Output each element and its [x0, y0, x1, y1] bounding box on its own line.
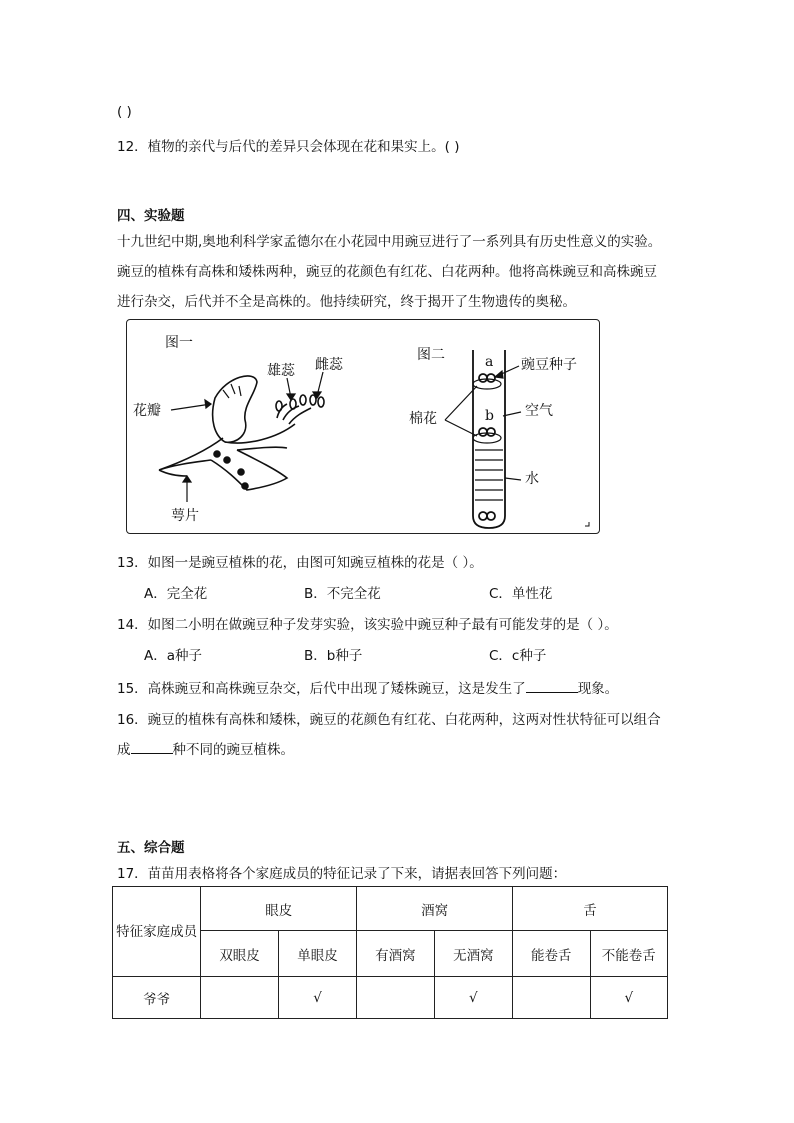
pistil-label: 雌蕊	[315, 357, 343, 373]
figure-2-pointers	[445, 366, 521, 480]
q16-text-after: 种不同的豌豆植株。	[172, 742, 294, 758]
question-12: 12．植物的亲代与后代的差异只会体现在花和果实上。( )	[117, 139, 460, 155]
table-cell[interactable]	[513, 977, 590, 1019]
table-cell[interactable]: √	[590, 977, 668, 1019]
question-14-stem: 14．如图二小明在做豌豆种子发芽实验，该实验中豌豆种子最有可能发芽的是（ ）。	[117, 617, 618, 633]
subheader-can-roll-tongue: 能卷舌	[513, 931, 590, 977]
figure-drawing	[127, 320, 599, 533]
q13-option-c[interactable]: C．单性花	[489, 586, 553, 602]
q15-answer-blank[interactable]	[526, 680, 578, 693]
question-16-line-1: 16．豌豆的植株有高株和矮株，豌豆的花颜色有红花、白花两种，这两对性状特征可以组合	[117, 712, 661, 728]
family-traits-table	[112, 886, 668, 1019]
passage-line-2: 豌豆的植株有高株和矮株两种，豌豆的花颜色有红花、白花两种。他将高株豌豆和高株豌豆	[117, 264, 657, 280]
passage-line-3: 进行杂交，后代并不全是高株的。他持续研究，终于揭开了生物遗传的奥秘。	[117, 294, 576, 310]
table-cell[interactable]: √	[278, 977, 356, 1019]
question-16-line-2	[117, 738, 294, 758]
air-label: 空气	[525, 403, 553, 419]
q14-option-a[interactable]: A．a种子	[144, 648, 203, 664]
subheader-has-dimple: 有酒窝	[357, 931, 434, 977]
table-cell[interactable]	[201, 977, 278, 1019]
subheader-double-eyelid: 双眼皮	[201, 931, 278, 977]
subheader-cannot-roll-tongue: 不能卷舌	[590, 931, 668, 977]
sepal-label: 萼片	[171, 508, 199, 524]
header-dimple: 酒窝	[357, 887, 513, 931]
q14-option-c[interactable]: C．c种子	[489, 648, 547, 664]
figure-corner-mark	[585, 522, 589, 526]
table-cell[interactable]: √	[434, 977, 512, 1019]
cotton-label: 棉花	[409, 411, 437, 427]
pea-seed-label: 豌豆种子	[521, 357, 577, 373]
seed-b-label: b	[485, 408, 494, 424]
q15-text-before: 15．高株豌豆和高株豌豆杂交，后代中出现了矮株豌豆，这是发生了	[117, 681, 526, 697]
section-4-title: 四、实验题	[117, 208, 185, 224]
petal-label: 花瓣	[133, 403, 161, 419]
section-5-title: 五、综合题	[117, 840, 185, 856]
header-tongue: 舌	[513, 887, 668, 931]
question-13-stem: 13．如图一是豌豆植株的花，由图可知豌豆植株的花是（ ）。	[117, 555, 483, 571]
water-label: 水	[525, 471, 539, 487]
pea-flower-drawing	[159, 376, 324, 490]
stamen-label: 雄蕊	[267, 363, 295, 379]
question-17: 17．苗苗用表格将各个家庭成员的特征记录了下来，请据表回答下列问题：	[117, 866, 567, 882]
q16-text-before: 成	[117, 742, 131, 758]
table-corner-header: 特征家庭成员	[113, 887, 201, 977]
q13-option-b[interactable]: B．不完全花	[304, 586, 381, 602]
q16-answer-blank[interactable]	[131, 741, 173, 754]
table-cell[interactable]	[357, 977, 434, 1019]
figure-2-title: 图二	[417, 347, 445, 363]
q13-option-a[interactable]: A．完全花	[144, 586, 208, 602]
seed-a-label: a	[485, 354, 494, 370]
table-row	[113, 977, 668, 1019]
question-15	[117, 677, 618, 697]
subheader-no-dimple: 无酒窝	[434, 931, 512, 977]
header-eyelid: 眼皮	[201, 887, 357, 931]
figure-1-title: 图一	[165, 335, 193, 351]
q14-option-b[interactable]: B．b种子	[304, 648, 363, 664]
subheader-single-eyelid: 单眼皮	[278, 931, 356, 977]
experiment-figure	[126, 319, 600, 534]
row-member: 爷爷	[113, 977, 201, 1019]
q15-text-after: 现象。	[577, 681, 619, 697]
passage-line-1: 十九世纪中期,奥地利科学家孟德尔在小花园中用豌豆进行了一系列具有历史性意义的实验。	[117, 234, 662, 250]
prev-item-answer-bracket: ( )	[117, 104, 132, 120]
